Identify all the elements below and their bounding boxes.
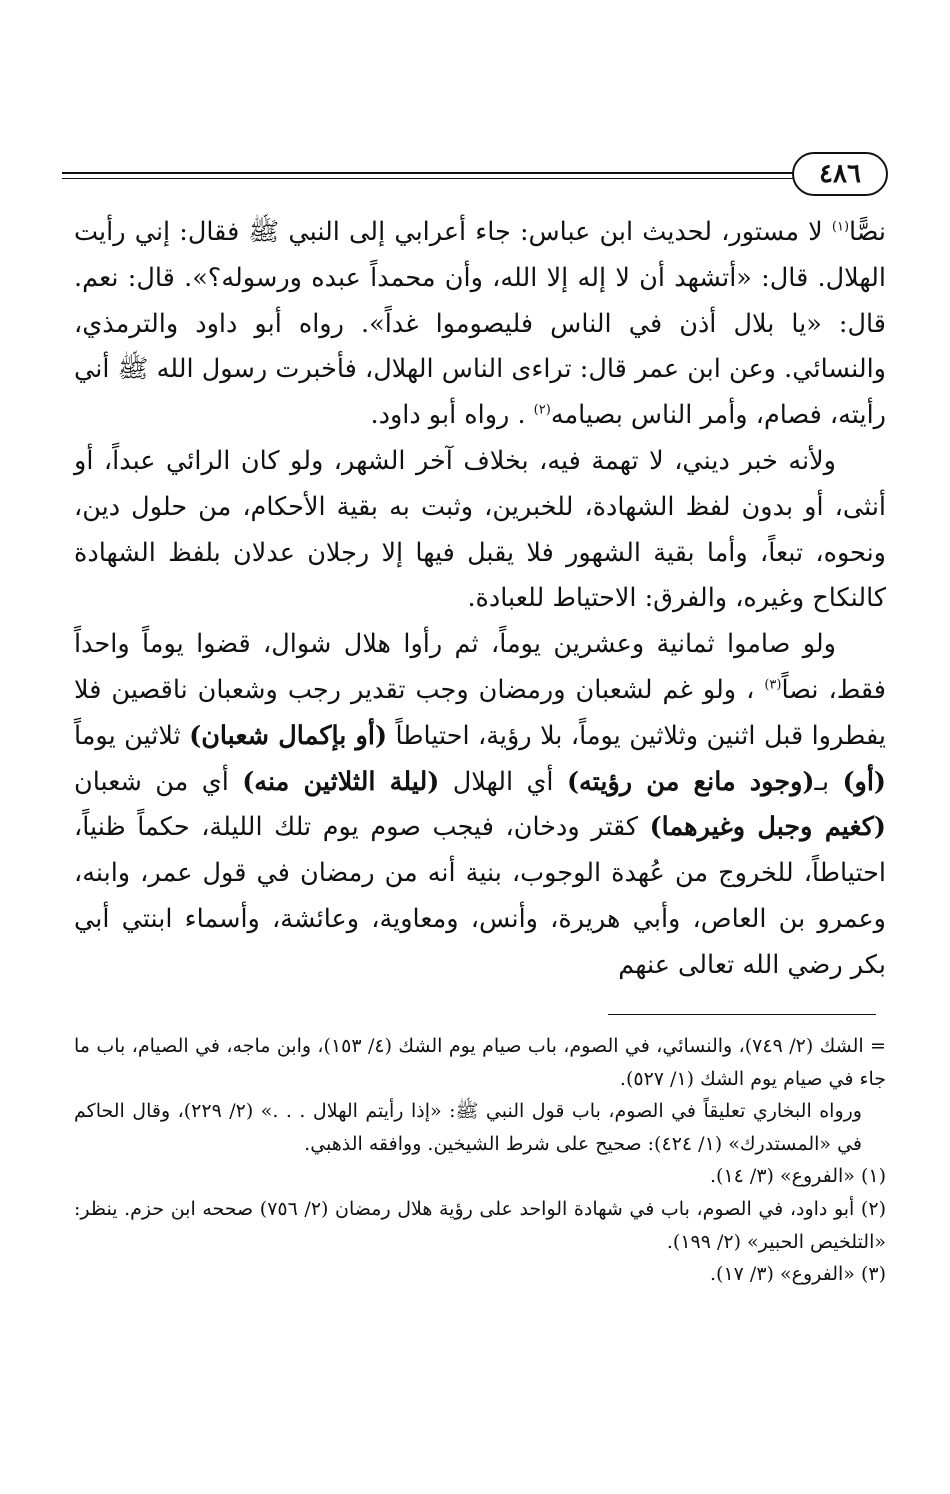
footnote-separator [608,1014,876,1015]
text-run: ثلاثين يوماً [74,720,190,751]
matn-text: (أو بإكمال شعبان) [189,720,388,751]
text-run: لا مستور، لحديث ابن عباس: جاء أعرابي إلى النبي ﷺ فقال: إني رأيت الهلال. قال: «أتشهد أن لا إله إلا الله، وأن محمداً عبده ورسوله؟». قال: نعم. قال: «يا بلال أذن في الناس فليصوموا غداً». رواه أبو داود والترمذي، والنسائي. وعن ابن عمر قال: تراءى الناس الهلال، فأخبرت رسول الله ﷺ أني رأيته، فصام، وأمر الناس بصيامه [74,217,886,431]
footnote-ref-2[interactable]: (٢) [533,402,551,418]
paragraph-3 [74,622,886,988]
matn-text: (وجود مانع من رؤيته) [566,766,815,797]
main-text [74,210,886,989]
text-run: أي من شعبان [74,766,243,797]
footnotes [74,1030,886,1291]
matn-text: (كغيم وجبل وغيرهما) [649,812,886,843]
text-run: . رواه أبو داود. [370,400,534,431]
footnote-continued: = الشك (٢/ ٧٤٩)، والنسائي، في الصوم، باب صيام يوم الشك (٤/ ١٥٣)، وابن ماجه، في الصيام، باب ما جاء في صيام يوم الشك (١/ ٥٢٧). [74,1035,886,1090]
matn-text: (أو) [842,766,886,797]
footnote-2: (٢) أبو داود، في الصوم، باب في شهادة الواحد على رؤية هلال رمضان (٢/ ٧٥٦) صححه ابن حزم. ينظر: «التلخيص الحبير» (٢/ ١٩٩). [74,1197,886,1253]
matn-text: (ليلة الثلاثين منه) [242,766,440,797]
footnote-ref-1[interactable]: (١) [831,219,850,235]
text-run: نصًّا [849,217,886,247]
page-number: ٤٨٦ [792,152,888,196]
header-rule [62,172,812,179]
footnote-bukhari: ورواه البخاري تعليقاً في الصوم، باب قول النبي ﷺ: «إذا رأيتم الهلال . . .» (٢/ ٢٢٩)، وقال الحاكم في «المستدرك» (١/ ٤٢٤): صحيح على شرط الشيخين. ووافقه الذهبي. [74,1100,862,1155]
text-run: أي الهلال [439,766,567,797]
footnote-1: (١) «الفروع» (٣/ ١٤). [709,1165,886,1188]
paragraph-2: ولأنه خبر ديني، لا تهمة فيه، بخلاف آخر الشهر، ولو كان الرائي عبداً، أو أنثى، أو بدون لفظ الشهادة، للخبرين، وثبت به بقية الأحكام، من حلول دين، ونحوه، تبعاً، وأما بقية الشهور فلا يقبل فيها إلا رجلان عدلان بلفظ الشهادة كالنكاح وغيره، والفرق: الاحتياط للعبادة. [74,445,886,614]
footnote-ref-3[interactable]: (٣) [764,677,782,693]
text-run: كقتر ودخان، فيجب صوم يوم تلك الليلة، حكماً ظنياً، احتياطاً، للخروج من عُهدة الوجوب، بنية أنه من رمضان في قول عمر، وابنه، وعمرو بن العاص، وأبي هريرة، وأنس، ومعاوية، وعائشة، وأسماء ابنتي أبي بكر رضي الله تعالى عنهم [74,812,886,980]
text-run: بـ [814,766,843,797]
text-run: ولو صاموا ثمانية وعشرين يوماً، ثم رأوا هلال شوال، قضوا يوماً واحداً فقط، نصاً [74,629,886,705]
paragraph-1 [74,210,886,439]
footnote-3: (٣) «الفروع» (٣/ ١٧). [709,1263,886,1286]
text-run: ، ولو غم لشعبان ورمضان وجب تقدير رجب وشعبان ناقصين فلا يفطروا قبل اثنين وثلاثين يوماً، بلا رؤية، احتياطاً [74,674,886,751]
